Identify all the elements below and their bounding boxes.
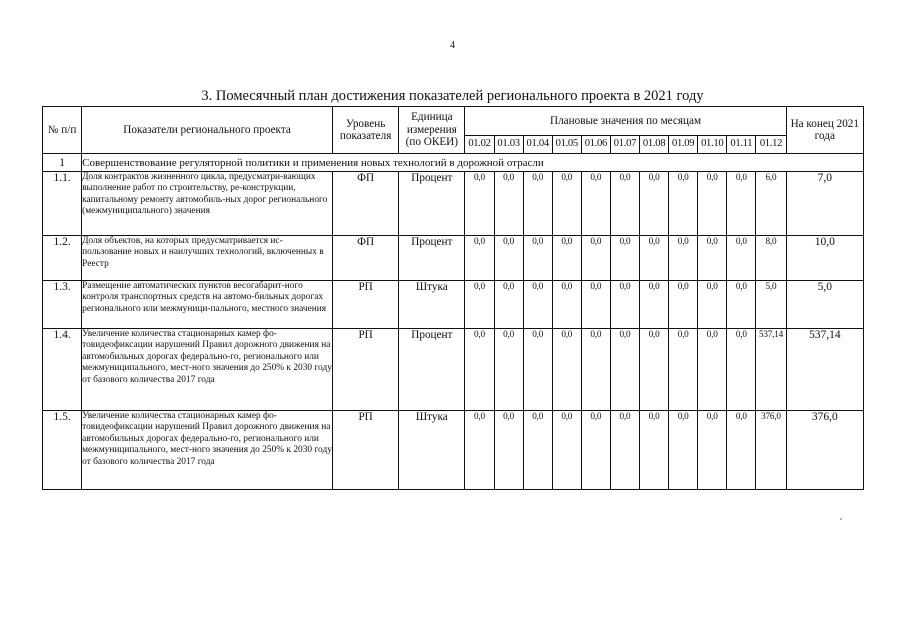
- header-month: 01.10: [698, 136, 727, 154]
- monthly-value: 0,0: [494, 329, 523, 411]
- indicator-unit: Штука: [399, 281, 465, 329]
- monthly-value: 8,0: [756, 236, 786, 281]
- monthly-value: 0,0: [465, 281, 494, 329]
- year-end-value: 10,0: [786, 236, 863, 281]
- monthly-value: 0,0: [727, 411, 756, 490]
- indicator-level: РП: [333, 411, 399, 490]
- monthly-value: 0,0: [552, 411, 581, 490]
- monthly-value: 0,0: [640, 172, 669, 236]
- monthly-value: 6,0: [756, 172, 786, 236]
- year-end-value: 537,14: [786, 329, 863, 411]
- year-end-value: 5,0: [786, 281, 863, 329]
- monthly-value: 0,0: [727, 172, 756, 236]
- section-title: Совершенствование регуляторной политики и применения новых технологий в дорожной отрасли: [82, 154, 864, 172]
- monthly-value: 0,0: [465, 172, 494, 236]
- year-end-value: 7,0: [786, 172, 863, 236]
- monthly-value: 0,0: [465, 236, 494, 281]
- monthly-value: 0,0: [727, 236, 756, 281]
- monthly-value: 0,0: [669, 329, 698, 411]
- row-number: 1.4.: [43, 329, 82, 411]
- monthly-value: 0,0: [523, 411, 552, 490]
- indicator-name: Размещение автоматических пунктов весогабарит-ного контроля транспортных средств на автомо-бильных дорогах регионального или межмуници-пального, местного значения: [82, 281, 333, 329]
- indicator-name: Доля контрактов жизненного цикла, предусматри-вающих выполнение работ по строительству, ре-конструкции, капитальному ремонту автомобиль-ных дорог регионального (межмуниципального) значения: [82, 172, 333, 236]
- monthly-value: 0,0: [669, 281, 698, 329]
- monthly-value: 0,0: [640, 236, 669, 281]
- row-number: 1.1.: [43, 172, 82, 236]
- monthly-value: 0,0: [727, 281, 756, 329]
- monthly-value: 0,0: [581, 281, 610, 329]
- indicator-unit: Процент: [399, 236, 465, 281]
- indicator-level: РП: [333, 281, 399, 329]
- monthly-value: 0,0: [523, 172, 552, 236]
- monthly-value: 0,0: [610, 236, 639, 281]
- header-indicator: Показатели регионального проекта: [82, 107, 333, 154]
- monthly-value: 0,0: [552, 236, 581, 281]
- header-month: 01.05: [552, 136, 581, 154]
- monthly-value: 0,0: [669, 236, 698, 281]
- header-unit: Единица измерения (по ОКЕИ): [399, 107, 465, 154]
- row-number: 1.2.: [43, 236, 82, 281]
- monthly-value: 0,0: [494, 411, 523, 490]
- monthly-value: 0,0: [523, 281, 552, 329]
- indicator-level: РП: [333, 329, 399, 411]
- monthly-value: 0,0: [581, 411, 610, 490]
- row-number: 1.5.: [43, 411, 82, 490]
- monthly-value: 0,0: [698, 172, 727, 236]
- header-month: 01.04: [523, 136, 552, 154]
- header-month: 01.07: [610, 136, 639, 154]
- header-num: № п/п: [43, 107, 82, 154]
- table-row: [43, 281, 864, 329]
- indicator-unit: Процент: [399, 329, 465, 411]
- monthly-value: 0,0: [610, 329, 639, 411]
- monthly-value: 0,0: [640, 329, 669, 411]
- monthly-value: 0,0: [552, 329, 581, 411]
- indicator-name: Увеличение количества стационарных камер фо-товидеофиксации нарушений Правил дорожного движения на автомобильных дорогах федерально-го, регионального или межмуниципального, мест-ного значения до 250% к 2030 году от базового количества 2017 года: [82, 329, 333, 411]
- table-row: [43, 329, 864, 411]
- header-level: Уровень показателя: [333, 107, 399, 154]
- monthly-value: 0,0: [640, 281, 669, 329]
- monthly-value: 0,0: [523, 329, 552, 411]
- header-month: 01.12: [756, 136, 786, 154]
- header-month: 01.08: [640, 136, 669, 154]
- year-end-value: 376,0: [786, 411, 863, 490]
- header-month: 01.03: [494, 136, 523, 154]
- table-row: [43, 236, 864, 281]
- monthly-value: 0,0: [494, 172, 523, 236]
- monthly-value: 0,0: [523, 236, 552, 281]
- monthly-value: 0,0: [552, 281, 581, 329]
- row-number: 1.3.: [43, 281, 82, 329]
- section-number: 1: [43, 154, 82, 172]
- header-month: 01.09: [669, 136, 698, 154]
- monthly-value: 0,0: [552, 172, 581, 236]
- monthly-value: 0,0: [581, 329, 610, 411]
- header-month: 01.11: [727, 136, 756, 154]
- page-number: 4: [450, 40, 455, 51]
- indicator-level: ФП: [333, 172, 399, 236]
- monthly-value: 0,0: [727, 329, 756, 411]
- monthly-value: 0,0: [610, 411, 639, 490]
- header-month: 01.02: [465, 136, 494, 154]
- monthly-value: 0,0: [465, 411, 494, 490]
- monthly-value: 0,0: [698, 411, 727, 490]
- monthly-value: 0,0: [581, 236, 610, 281]
- scan-artifact: [840, 518, 842, 520]
- indicator-level: ФП: [333, 236, 399, 281]
- monthly-value: 537,14: [756, 329, 786, 411]
- monthly-value: 0,0: [494, 236, 523, 281]
- monthly-value: 0,0: [669, 411, 698, 490]
- monthly-value: 0,0: [581, 172, 610, 236]
- monthly-value: 0,0: [669, 172, 698, 236]
- monthly-value: 5,0: [756, 281, 786, 329]
- monthly-plan-table: [42, 106, 864, 490]
- indicator-unit: Штука: [399, 411, 465, 490]
- monthly-value: 0,0: [610, 281, 639, 329]
- monthly-value: 376,0: [756, 411, 786, 490]
- indicator-unit: Процент: [399, 172, 465, 236]
- monthly-value: 0,0: [610, 172, 639, 236]
- monthly-value: 0,0: [465, 329, 494, 411]
- header-month: 01.06: [581, 136, 610, 154]
- page-title: 3. Помесячный план достижения показателей регионального проекта в 2021 году: [201, 88, 704, 104]
- monthly-value: 0,0: [698, 329, 727, 411]
- monthly-value: 0,0: [494, 281, 523, 329]
- header-year-end: На конец 2021 года: [786, 107, 863, 154]
- header-planned-values: Плановые значения по месяцам: [465, 107, 786, 136]
- table-row: [43, 411, 864, 490]
- table-row: [43, 172, 864, 236]
- indicator-name: Доля объектов, на которых предусматривается ис-пользование новых и наилучших технологий, включенных в Реестр: [82, 236, 333, 281]
- monthly-value: 0,0: [698, 281, 727, 329]
- monthly-value: 0,0: [640, 411, 669, 490]
- indicator-name: Увеличение количества стационарных камер фо-товидеофиксации нарушений Правил дорожного движения на автомобильных дорогах федерально-го, регионального или межмуниципального, мест-ного значения до 250% к 2030 году от базового количества 2017 года: [82, 411, 333, 490]
- monthly-value: 0,0: [698, 236, 727, 281]
